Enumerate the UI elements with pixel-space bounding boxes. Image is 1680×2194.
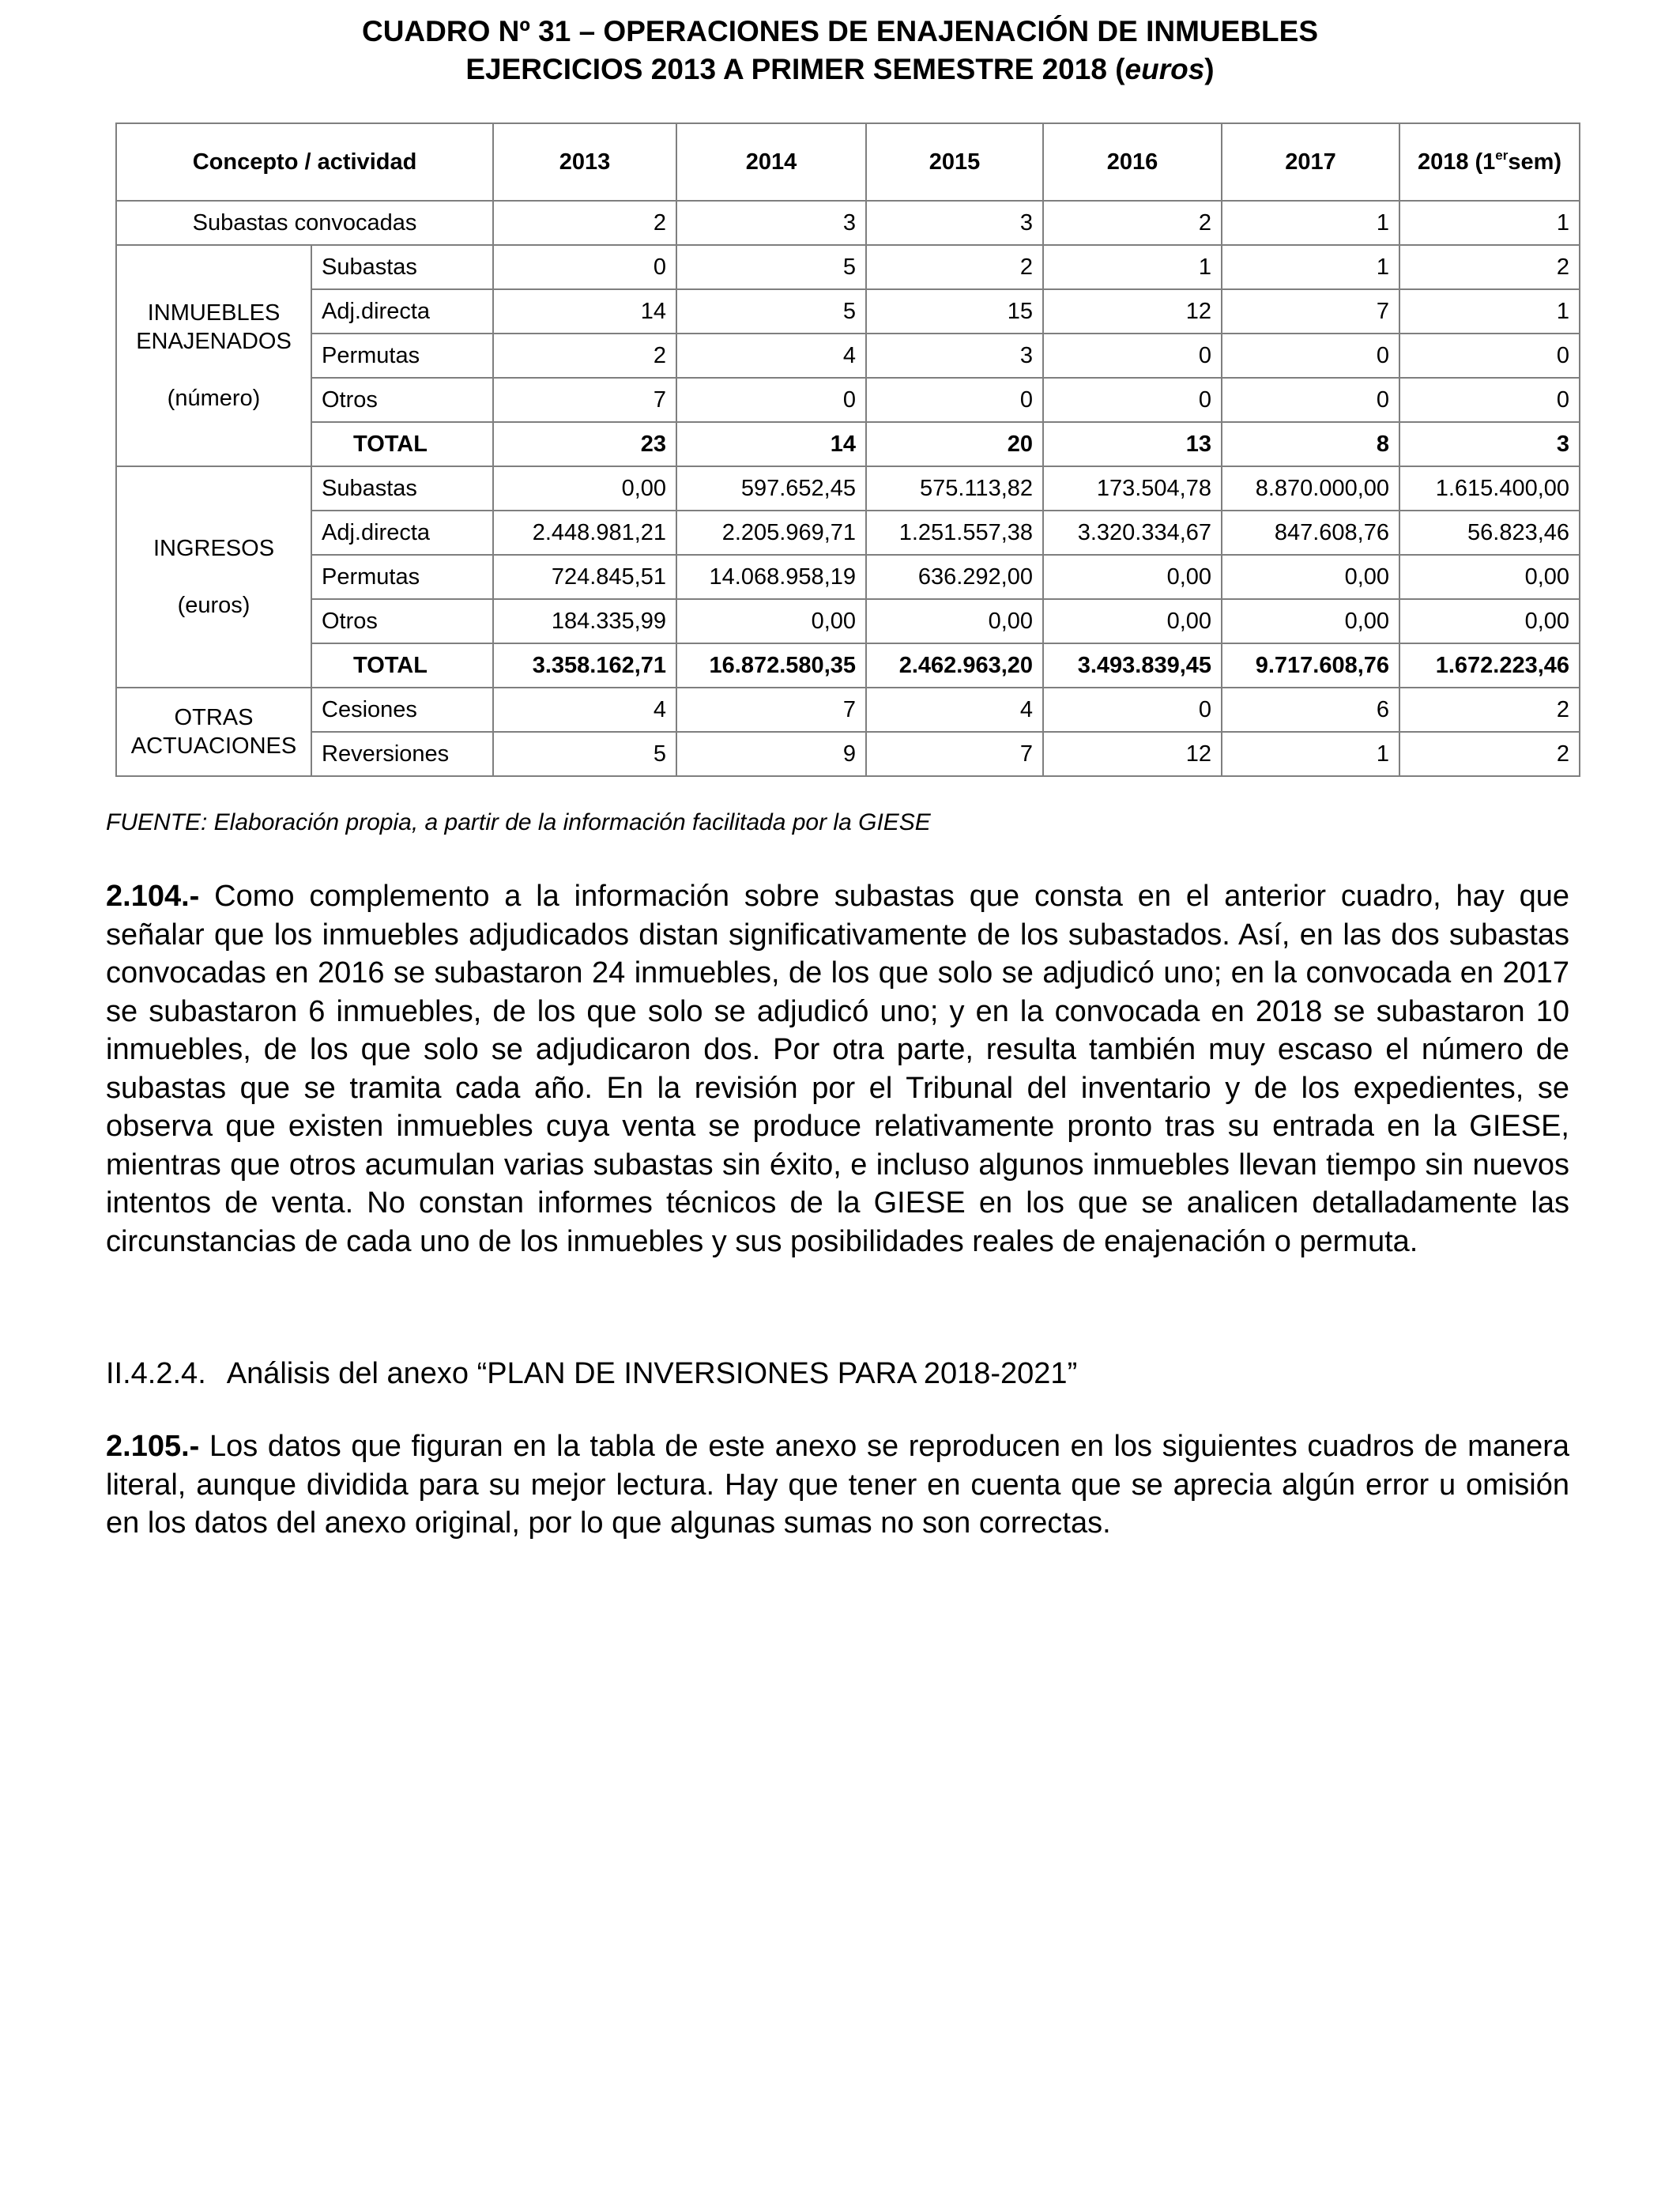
cell: 3 [866, 201, 1043, 245]
cell: 0 [1399, 378, 1580, 422]
cell: 2 [493, 201, 676, 245]
row-label: TOTAL [311, 643, 493, 688]
cell: 0,00 [493, 466, 676, 511]
row-label: Subastas convocadas [116, 201, 493, 245]
cell: 9 [676, 732, 866, 776]
cell: 8 [1222, 422, 1399, 466]
cell: 1.615.400,00 [1399, 466, 1580, 511]
cell: 0 [1043, 688, 1222, 732]
enajenacion-table [115, 123, 1580, 777]
header-year: 2016 [1043, 123, 1222, 201]
header-year: 2013 [493, 123, 676, 201]
section-number: II.4.2.4. [106, 1357, 206, 1390]
cell: 173.504,78 [1043, 466, 1222, 511]
cell: 2.462.963,20 [866, 643, 1043, 688]
cell: 2 [493, 334, 676, 378]
cell: 7 [1222, 289, 1399, 334]
header-concept: Concepto / actividad [116, 123, 493, 201]
cell: 0,00 [866, 599, 1043, 643]
cell: 23 [493, 422, 676, 466]
paragraph-2105 [106, 1427, 1569, 1543]
section-title: Análisis del anexo “PLAN DE INVERSIONES PARA 2018-2021” [226, 1357, 1078, 1390]
header-year: 2017 [1222, 123, 1399, 201]
cell: 7 [493, 378, 676, 422]
paragraph-2104 [106, 877, 1569, 1261]
paragraph-number: 2.105.- [106, 1430, 200, 1463]
cell: 1.672.223,46 [1399, 643, 1580, 688]
table-row [116, 289, 1580, 334]
cell: 4 [866, 688, 1043, 732]
row-label: Permutas [311, 334, 493, 378]
row-label: Otros [311, 378, 493, 422]
cell: 1 [1043, 245, 1222, 289]
cell: 14 [676, 422, 866, 466]
cell: 12 [1043, 732, 1222, 776]
title-line-1: CUADRO Nº 31 – OPERACIONES DE ENAJENACIÓN DE INMUEBLES [361, 15, 1319, 47]
cell: 7 [866, 732, 1043, 776]
cell: 3 [866, 334, 1043, 378]
table-row [116, 378, 1580, 422]
cell: 16.872.580,35 [676, 643, 866, 688]
cell: 4 [676, 334, 866, 378]
row-label: Reversiones [311, 732, 493, 776]
cell: 1 [1222, 732, 1399, 776]
cell: 7 [676, 688, 866, 732]
cell: 0 [676, 378, 866, 422]
cell: 14.068.958,19 [676, 555, 866, 599]
cell: 0,00 [1399, 599, 1580, 643]
cell: 6 [1222, 688, 1399, 732]
cell: 3.358.162,71 [493, 643, 676, 688]
paragraph-number: 2.104.- [106, 880, 200, 913]
cell: 56.823,46 [1399, 511, 1580, 555]
cell: 12 [1043, 289, 1222, 334]
row-label: Subastas [311, 466, 493, 511]
total-row [116, 422, 1580, 466]
cell: 2.205.969,71 [676, 511, 866, 555]
cell: 724.845,51 [493, 555, 676, 599]
row-label: Subastas [311, 245, 493, 289]
source-note: FUENTE: Elaboración propia, a partir de la información facilitada por la GIESE [106, 809, 931, 835]
cell: 3 [1399, 422, 1580, 466]
row-label: Permutas [311, 555, 493, 599]
cell: 2 [866, 245, 1043, 289]
group-otras: OTRAS ACTUACIONES [116, 688, 311, 776]
cell: 1.251.557,38 [866, 511, 1043, 555]
total-row [116, 643, 1580, 688]
title-line-2: EJERCICIOS 2013 A PRIMER SEMESTRE 2018 (euros) [465, 53, 1215, 85]
cell: 0,00 [1043, 555, 1222, 599]
header-year-2018: 2018 (1ersem) [1399, 123, 1580, 201]
row-label: Cesiones [311, 688, 493, 732]
cell: 5 [676, 289, 866, 334]
cell: 2 [1399, 688, 1580, 732]
table-row [116, 688, 1580, 732]
table-row [116, 466, 1580, 511]
row-label: Otros [311, 599, 493, 643]
cell: 15 [866, 289, 1043, 334]
table-row [116, 245, 1580, 289]
cell: 1 [1222, 245, 1399, 289]
header-year: 2014 [676, 123, 866, 201]
cell: 0,00 [1399, 555, 1580, 599]
cell: 4 [493, 688, 676, 732]
table-row [116, 334, 1580, 378]
cell: 0,00 [1222, 599, 1399, 643]
cell: 0 [493, 245, 676, 289]
row-subastas-convocadas [116, 201, 1580, 245]
cell: 3.320.334,67 [1043, 511, 1222, 555]
table-row [116, 555, 1580, 599]
header-year: 2015 [866, 123, 1043, 201]
group-ingresos: INGRESOS (euros) [116, 466, 311, 688]
table-row [116, 599, 1580, 643]
cell: 0 [1043, 334, 1222, 378]
cell: 847.608,76 [1222, 511, 1399, 555]
cell: 0 [1222, 378, 1399, 422]
cell: 5 [676, 245, 866, 289]
cell: 1 [1399, 201, 1580, 245]
cell: 20 [866, 422, 1043, 466]
cell: 2 [1043, 201, 1222, 245]
cell: 1 [1222, 201, 1399, 245]
cell: 0,00 [1222, 555, 1399, 599]
cell: 636.292,00 [866, 555, 1043, 599]
table-row [116, 732, 1580, 776]
cell: 5 [493, 732, 676, 776]
cell: 597.652,45 [676, 466, 866, 511]
paragraph-text: Los datos que figuran en la tabla de este anexo se reproducen en los siguientes cuadros de manera literal, aunque dividida para su mejor lectura. Hay que tener en cuenta que se aprecia algún error u omisión en los datos del anexo original, por lo que algunas sumas no son correctas. [106, 1430, 1569, 1540]
cell: 184.335,99 [493, 599, 676, 643]
group-inmuebles: INMUEBLES ENAJENADOS (número) [116, 245, 311, 466]
cell: 575.113,82 [866, 466, 1043, 511]
cell: 2.448.981,21 [493, 511, 676, 555]
cell: 0 [1222, 334, 1399, 378]
cell: 1 [1399, 289, 1580, 334]
cell: 3.493.839,45 [1043, 643, 1222, 688]
cell: 0 [1043, 378, 1222, 422]
cell: 3 [676, 201, 866, 245]
cell: 0 [1399, 334, 1580, 378]
cell: 13 [1043, 422, 1222, 466]
cell: 9.717.608,76 [1222, 643, 1399, 688]
cell: 8.870.000,00 [1222, 466, 1399, 511]
row-label: TOTAL [311, 422, 493, 466]
table-title [0, 13, 1680, 89]
cell: 0 [866, 378, 1043, 422]
row-label: Adj.directa [311, 289, 493, 334]
row-label: Adj.directa [311, 511, 493, 555]
cell: 0,00 [676, 599, 866, 643]
header-row [116, 123, 1580, 201]
cell: 0,00 [1043, 599, 1222, 643]
cell: 2 [1399, 245, 1580, 289]
table-row [116, 511, 1580, 555]
cell: 14 [493, 289, 676, 334]
cell: 2 [1399, 732, 1580, 776]
section-heading [106, 1355, 1077, 1393]
paragraph-text: Como complemento a la información sobre subastas que consta en el anterior cuadro, hay que señalar que los inmuebles adjudicados distan significativamente de los subastados. Así, en las dos subastas convocadas en 2016 se subastaron 24 inmuebles, de los que solo se adjudicó uno; en la convocada en 2017 se subastaron 6 inmuebles, de los que solo se adjudicó uno; y en la convocada en 2018 se subastaron 10 inmuebles, de los que solo se adjudicaron dos. Por otra parte, resulta también muy escaso el número de subastas que se tramita cada año. En la revisión por el Tribunal del inventario y de los expedientes, se observa que existen inmuebles cuya venta se produce relativamente pronto tras su entrada en la GIESE, mientras que otros acumulan varias subastas sin éxito, e incluso algunos inmuebles llevan tiempo sin nuevos intentos de venta. No constan informes técnicos de la GIESE en los que se analicen detalladamente las circunstancias de cada uno de los inmuebles y sus posibilidades reales de enajenación o permuta. [106, 880, 1569, 1258]
